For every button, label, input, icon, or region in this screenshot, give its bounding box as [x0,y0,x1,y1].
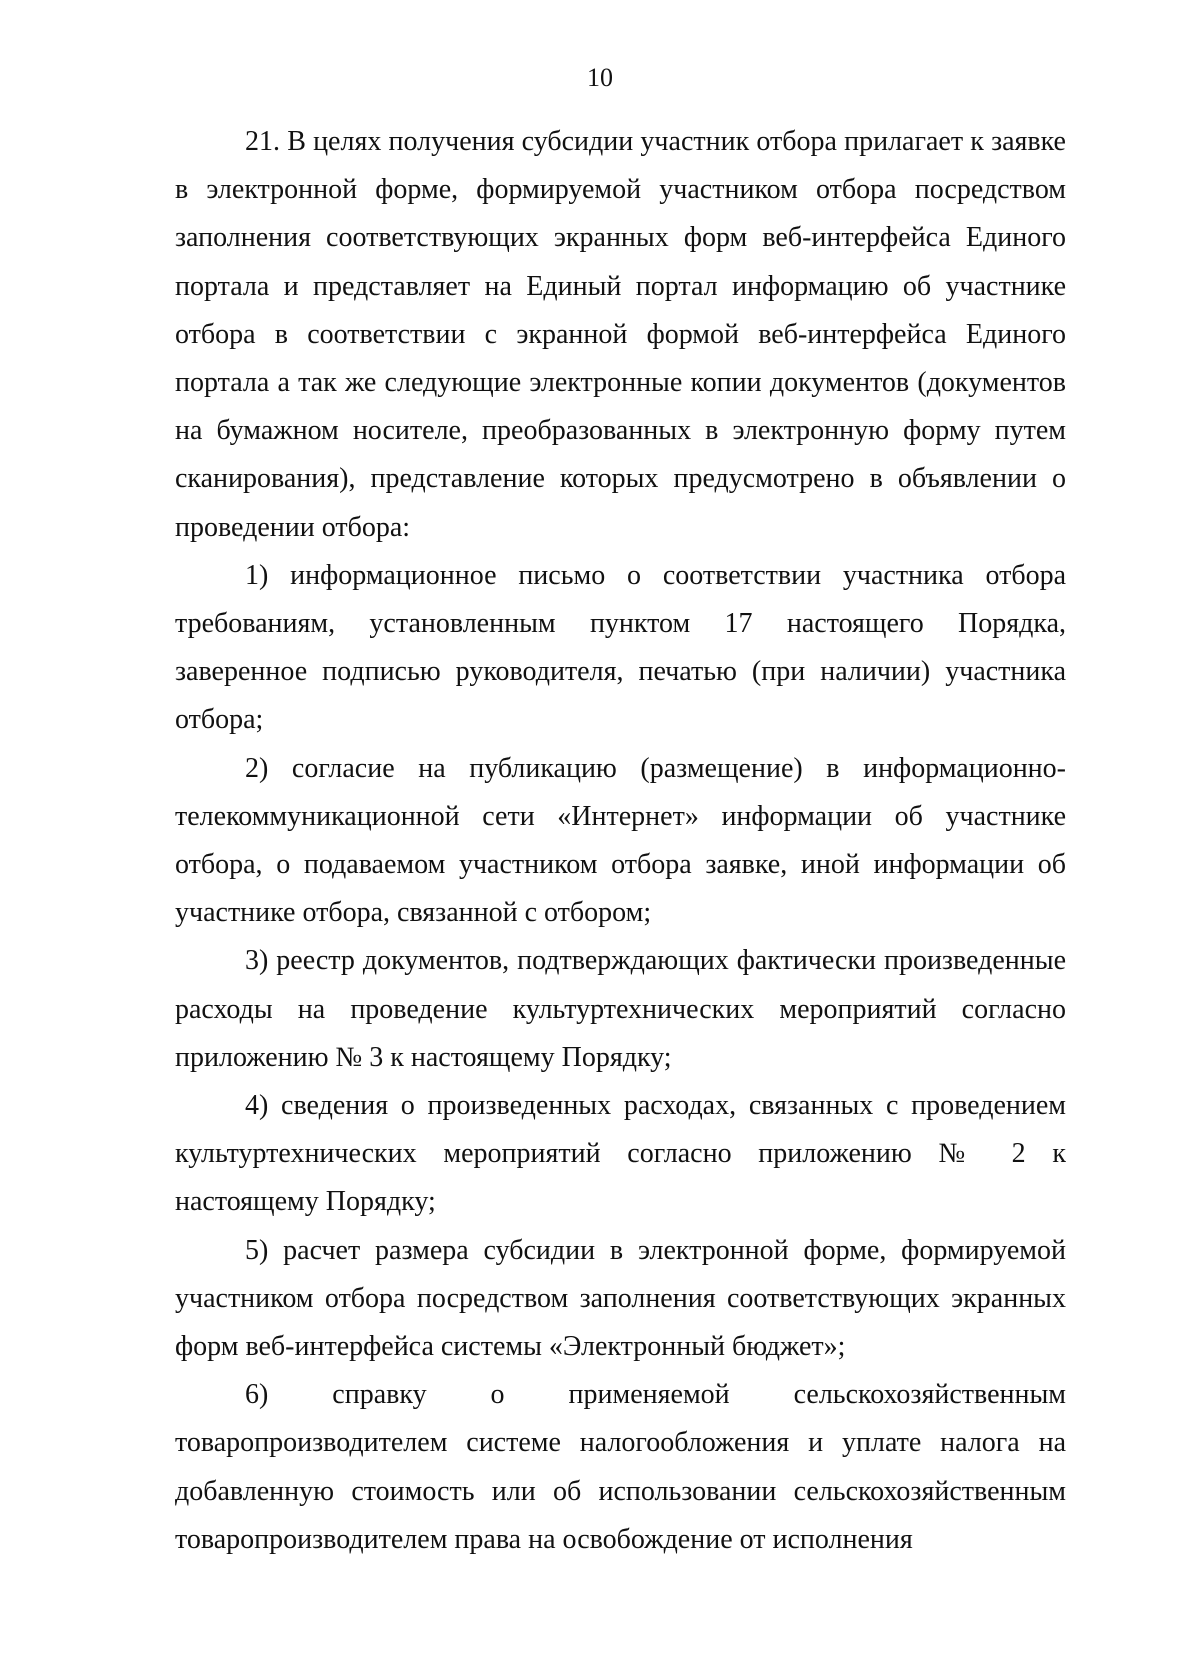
list-item-2: 2) согласие на публикацию (размещение) в информационно-телекоммуникационной сети «Интернет» информации об участнике отбора, о подаваемом участником отбора заявке, иной информации об участнике отбора, связанной с отбором; [175,752,1066,929]
list-item-1: 1) информационное письмо о соответствии участника отбора требованиям, установленным пунктом 17 настоящего Порядка, заверенное подписью руководителя, печатью (при наличии) участника отбора; [175,559,1066,736]
list-item-5: 5) расчет размера субсидии в электронной форме, формируемой участником отбора посредством заполнения соответствующих экранных форм веб-интерфейса системы «Электронный бюджет»; [175,1234,1066,1363]
paragraph-21: 21. В целях получения субсидии участник отбора прилагает к заявке в электронной форме, формируемой участником отбора посредством заполнения соответствующих экранных форм веб-интерфейса Единого портала и представляет на Единый портал информацию об участнике отбора в соответствии с экранной формой веб-интерфейса Единого портала а так же следующие электронные копии документов (документов на бумажном носителе, преобразованных в электронную форму путем сканирования), представление которых предусмотрено в объявлении о проведении отбора: [175,126,1066,543]
list-item-6: 6) справку о применяемой сельскохозяйственным товаропроизводителем системе налогообложения и уплате налога на добавленную стоимость или об использовании сельскохозяйственным товаропроизводителем права на освобождение от исполнения [175,1379,1066,1555]
page-number: 10 [587,63,613,92]
list-item-4: 4) сведения о произведенных расходах, связанных с проведением культуртехнических мероприятий согласно приложению № 2 к настоящему Порядку; [175,1090,1066,1218]
document-body [175,118,1066,1564]
list-item-3: 3) реестр документов, подтверждающих фактически произведенные расходы на проведение культуртехнических мероприятий согласно приложению № 3 к настоящему Порядку; [175,945,1066,1073]
